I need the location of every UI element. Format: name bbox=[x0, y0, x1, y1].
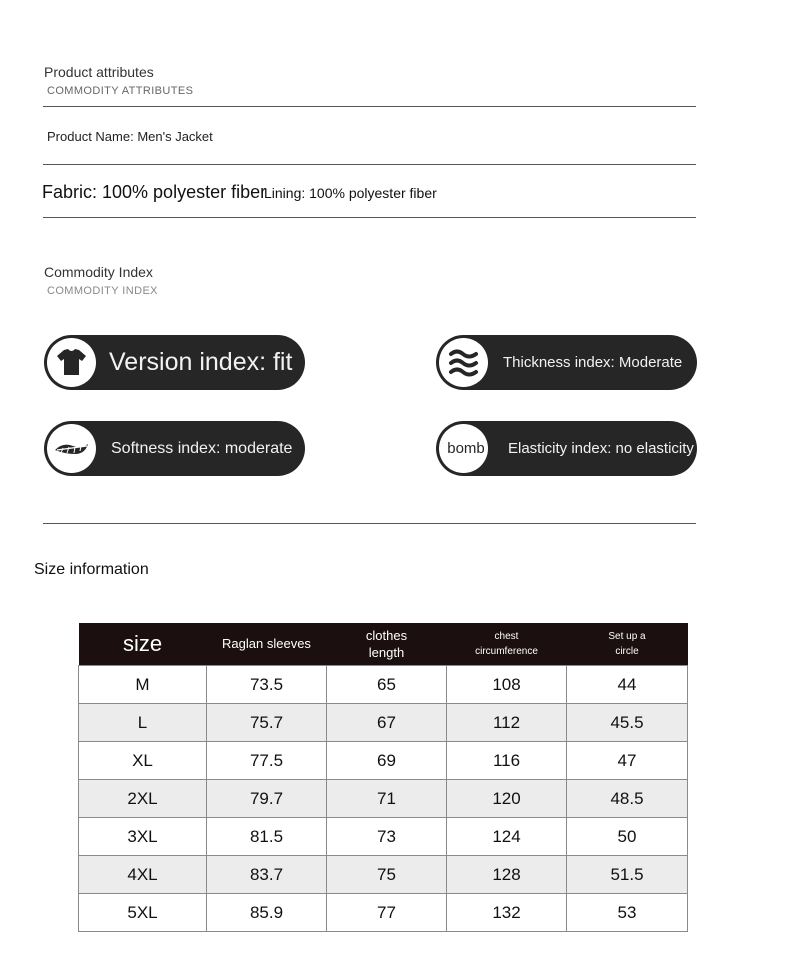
cell-circle: 53 bbox=[567, 894, 688, 932]
header-sleeves: Raglan sleeves bbox=[207, 623, 327, 666]
table-row bbox=[79, 856, 688, 894]
cell-size: XL bbox=[79, 742, 207, 780]
cell-length: 75 bbox=[327, 856, 447, 894]
cell-size: 3XL bbox=[79, 818, 207, 856]
cell-circle: 50 bbox=[567, 818, 688, 856]
feather-icon bbox=[47, 424, 96, 473]
version-index-pill bbox=[44, 335, 305, 390]
cell-size: 5XL bbox=[79, 894, 207, 932]
thickness-index-label: Thickness index: Moderate bbox=[503, 354, 683, 371]
table-header-row bbox=[79, 623, 688, 666]
cell-length: 67 bbox=[327, 704, 447, 742]
cell-size: M bbox=[79, 666, 207, 704]
divider bbox=[43, 217, 696, 218]
cell-chest: 108 bbox=[447, 666, 567, 704]
table-row bbox=[79, 704, 688, 742]
cell-circle: 47 bbox=[567, 742, 688, 780]
cell-circle: 45.5 bbox=[567, 704, 688, 742]
cell-sleeves: 81.5 bbox=[207, 818, 327, 856]
cell-size: 4XL bbox=[79, 856, 207, 894]
layers-icon bbox=[439, 338, 488, 387]
cell-chest: 132 bbox=[447, 894, 567, 932]
cell-length: 77 bbox=[327, 894, 447, 932]
elasticity-index-pill bbox=[436, 421, 697, 476]
softness-index-label: Softness index: moderate bbox=[111, 440, 293, 457]
table-row bbox=[79, 818, 688, 856]
thickness-index-pill bbox=[436, 335, 697, 390]
fabric-info: Fabric: 100% polyester fiber bbox=[42, 182, 267, 202]
cell-length: 73 bbox=[327, 818, 447, 856]
header-length: clothes length bbox=[327, 623, 447, 666]
table-row bbox=[79, 780, 688, 818]
table-row bbox=[79, 666, 688, 704]
divider bbox=[43, 106, 696, 107]
cell-sleeves: 83.7 bbox=[207, 856, 327, 894]
cell-sleeves: 73.5 bbox=[207, 666, 327, 704]
table-row bbox=[79, 894, 688, 932]
tshirt-icon bbox=[47, 338, 96, 387]
cell-size: 2XL bbox=[79, 780, 207, 818]
cell-circle: 48.5 bbox=[567, 780, 688, 818]
cell-sleeves: 85.9 bbox=[207, 894, 327, 932]
header-circle: Set up a circle bbox=[567, 623, 688, 666]
version-index-label: Version index: fit bbox=[109, 348, 293, 376]
cell-length: 71 bbox=[327, 780, 447, 818]
product-name: Product Name: Men's Jacket bbox=[47, 129, 213, 144]
product-attributes-title: Product attributes bbox=[44, 64, 154, 80]
header-chest: chest circumference bbox=[447, 623, 567, 666]
cell-chest: 128 bbox=[447, 856, 567, 894]
size-information-title: Size information bbox=[34, 561, 149, 578]
cell-sleeves: 77.5 bbox=[207, 742, 327, 780]
cell-circle: 44 bbox=[567, 666, 688, 704]
product-attributes-subtitle: COMMODITY ATTRIBUTES bbox=[47, 85, 194, 97]
cell-chest: 120 bbox=[447, 780, 567, 818]
cell-size: L bbox=[79, 704, 207, 742]
cell-sleeves: 75.7 bbox=[207, 704, 327, 742]
cell-length: 69 bbox=[327, 742, 447, 780]
commodity-index-subtitle: COMMODITY INDEX bbox=[47, 285, 158, 297]
size-table bbox=[78, 623, 688, 932]
divider bbox=[43, 523, 696, 524]
commodity-index-title: Commodity Index bbox=[44, 264, 153, 280]
cell-length: 65 bbox=[327, 666, 447, 704]
divider bbox=[43, 164, 696, 165]
softness-index-pill bbox=[44, 421, 305, 476]
bomb-icon bbox=[439, 424, 488, 473]
cell-chest: 116 bbox=[447, 742, 567, 780]
cell-chest: 124 bbox=[447, 818, 567, 856]
header-size: size bbox=[79, 623, 207, 666]
cell-circle: 51.5 bbox=[567, 856, 688, 894]
cell-chest: 112 bbox=[447, 704, 567, 742]
table-row bbox=[79, 742, 688, 780]
elasticity-index-label: Elasticity index: no elasticity bbox=[508, 440, 694, 457]
cell-sleeves: 79.7 bbox=[207, 780, 327, 818]
lining-info: Lining: 100% polyester fiber bbox=[264, 185, 437, 201]
bomb-icon-text: bomb bbox=[447, 440, 485, 457]
